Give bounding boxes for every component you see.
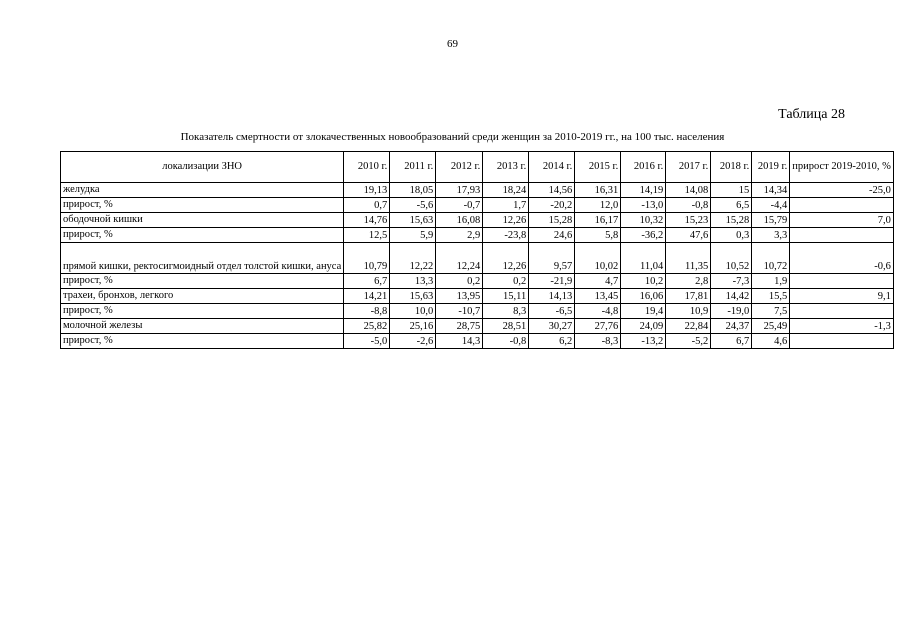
table-cell: 12,26	[483, 243, 529, 274]
table-cell: 15,79	[752, 213, 790, 228]
row-label: прирост, %	[61, 304, 344, 319]
table-cell: -5,6	[390, 198, 436, 213]
table-cell: -36,2	[621, 228, 666, 243]
table-cell: 3,3	[752, 228, 790, 243]
table-row	[61, 198, 894, 213]
growth-cell	[790, 304, 894, 319]
table-cell: 14,42	[711, 289, 752, 304]
header-year: 2014 г.	[529, 152, 575, 183]
table-cell: 0,2	[483, 274, 529, 289]
table-cell: 16,08	[436, 213, 483, 228]
row-label: прирост, %	[61, 228, 344, 243]
table-cell: -13,2	[621, 334, 666, 349]
table-row	[61, 228, 894, 243]
table-cell: 6,5	[711, 198, 752, 213]
table-row	[61, 274, 894, 289]
table-cell: 17,81	[666, 289, 711, 304]
table-cell: 10,52	[711, 243, 752, 274]
table-cell: 15,11	[483, 289, 529, 304]
header-year: 2018 г.	[711, 152, 752, 183]
table-cell: -6,5	[529, 304, 575, 319]
table-cell: 0,7	[344, 198, 390, 213]
table-cell: -19,0	[711, 304, 752, 319]
table-row	[61, 289, 894, 304]
table-cell: 2,9	[436, 228, 483, 243]
row-label: желудка	[61, 183, 344, 198]
table-cell: 4,7	[575, 274, 621, 289]
table-cell: 15,28	[711, 213, 752, 228]
table-cell: -13,0	[621, 198, 666, 213]
table-cell: 10,0	[390, 304, 436, 319]
growth-cell	[790, 228, 894, 243]
header-year: 2015 г.	[575, 152, 621, 183]
row-label: ободочной кишки	[61, 213, 344, 228]
table-cell: 13,95	[436, 289, 483, 304]
table-row	[61, 304, 894, 319]
table-cell: 5,9	[390, 228, 436, 243]
growth-cell: -1,3	[790, 319, 894, 334]
table-row	[61, 334, 894, 349]
table-cell: 10,2	[621, 274, 666, 289]
table-cell: -7,3	[711, 274, 752, 289]
row-label: прямой кишки, ректосигмоидный отдел толстой кишки, ануса	[61, 243, 344, 274]
table-cell: 15,23	[666, 213, 711, 228]
growth-cell: -25,0	[790, 183, 894, 198]
table-cell: 11,04	[621, 243, 666, 274]
table-cell: 0,2	[436, 274, 483, 289]
table-row	[61, 243, 894, 274]
table-cell: 19,13	[344, 183, 390, 198]
table-cell: 15,63	[390, 289, 436, 304]
table-cell: 14,19	[621, 183, 666, 198]
growth-cell: -0,6	[790, 243, 894, 274]
table-cell: -4,8	[575, 304, 621, 319]
table-cell: 14,34	[752, 183, 790, 198]
table-row	[61, 183, 894, 198]
table-cell: 11,35	[666, 243, 711, 274]
page-number: 69	[447, 38, 458, 50]
table-cell: -20,2	[529, 198, 575, 213]
table-cell: 13,45	[575, 289, 621, 304]
table-cell: 10,79	[344, 243, 390, 274]
table-cell: 14,21	[344, 289, 390, 304]
table-cell: 16,31	[575, 183, 621, 198]
row-label: прирост, %	[61, 274, 344, 289]
table-cell: 5,8	[575, 228, 621, 243]
mortality-table	[60, 151, 894, 349]
table-cell: 15,28	[529, 213, 575, 228]
table-cell: -0,7	[436, 198, 483, 213]
table-cell: 0,3	[711, 228, 752, 243]
growth-cell	[790, 274, 894, 289]
row-label: прирост, %	[61, 198, 344, 213]
table-cell: 6,7	[711, 334, 752, 349]
table-row	[61, 213, 894, 228]
table-cell: 15,63	[390, 213, 436, 228]
table-cell: 10,72	[752, 243, 790, 274]
table-cell: 19,4	[621, 304, 666, 319]
table-cell: 1,7	[483, 198, 529, 213]
table-cell: 25,82	[344, 319, 390, 334]
table-cell: 17,93	[436, 183, 483, 198]
growth-cell: 7,0	[790, 213, 894, 228]
header-year: 2013 г.	[483, 152, 529, 183]
table-cell: 1,9	[752, 274, 790, 289]
header-year: 2010 г.	[344, 152, 390, 183]
table-cell: -10,7	[436, 304, 483, 319]
table-cell: 27,76	[575, 319, 621, 334]
table-cell: 14,76	[344, 213, 390, 228]
table-cell: 14,08	[666, 183, 711, 198]
table-cell: 47,6	[666, 228, 711, 243]
table-cell: 24,37	[711, 319, 752, 334]
growth-cell	[790, 198, 894, 213]
table-caption: Показатель смертности от злокачественных новообразований среди женщин за 2010-2019 гг., на 100 тыс. населения	[180, 131, 725, 143]
table-label: Таблица 28	[778, 107, 845, 122]
table-cell: 4,6	[752, 334, 790, 349]
table-header-row	[61, 152, 894, 183]
table-cell: 8,3	[483, 304, 529, 319]
table-cell: 12,0	[575, 198, 621, 213]
table-cell: 10,02	[575, 243, 621, 274]
header-year: 2016 г.	[621, 152, 666, 183]
header-year: 2011 г.	[390, 152, 436, 183]
table-cell: -0,8	[483, 334, 529, 349]
table-cell: 18,05	[390, 183, 436, 198]
table-cell: 10,9	[666, 304, 711, 319]
row-label: молочной железы	[61, 319, 344, 334]
table-cell: 22,84	[666, 319, 711, 334]
table-cell: 28,75	[436, 319, 483, 334]
header-localization: локализации ЗНО	[61, 152, 344, 183]
table-cell: 14,3	[436, 334, 483, 349]
table-cell: 24,09	[621, 319, 666, 334]
table-cell: -5,0	[344, 334, 390, 349]
table-cell: -8,3	[575, 334, 621, 349]
table-cell: 15	[711, 183, 752, 198]
table-cell: 13,3	[390, 274, 436, 289]
table-cell: 9,57	[529, 243, 575, 274]
table-cell: -5,2	[666, 334, 711, 349]
growth-cell: 9,1	[790, 289, 894, 304]
row-label: трахеи, бронхов, легкого	[61, 289, 344, 304]
table-cell: 7,5	[752, 304, 790, 319]
table-cell: -2,6	[390, 334, 436, 349]
table-cell: 2,8	[666, 274, 711, 289]
table-cell: 25,49	[752, 319, 790, 334]
header-year: 2017 г.	[666, 152, 711, 183]
row-label: прирост, %	[61, 334, 344, 349]
table-cell: 12,5	[344, 228, 390, 243]
header-year: 2012 г.	[436, 152, 483, 183]
table-cell: -8,8	[344, 304, 390, 319]
table-cell: 18,24	[483, 183, 529, 198]
table-cell: 25,16	[390, 319, 436, 334]
table-row	[61, 319, 894, 334]
header-growth: прирост 2019-2010, %	[790, 152, 894, 183]
table-body	[61, 183, 894, 349]
table-cell: 16,17	[575, 213, 621, 228]
header-year: 2019 г.	[752, 152, 790, 183]
table-cell: 30,27	[529, 319, 575, 334]
table-cell: 15,5	[752, 289, 790, 304]
table-cell: 16,06	[621, 289, 666, 304]
table-cell: -4,4	[752, 198, 790, 213]
table-cell: -21,9	[529, 274, 575, 289]
table-cell: 12,22	[390, 243, 436, 274]
table-cell: 6,2	[529, 334, 575, 349]
table-cell: -23,8	[483, 228, 529, 243]
table-cell: 10,32	[621, 213, 666, 228]
table-cell: 28,51	[483, 319, 529, 334]
table-cell: 12,26	[483, 213, 529, 228]
table-cell: 14,56	[529, 183, 575, 198]
table-cell: 6,7	[344, 274, 390, 289]
table-cell: 24,6	[529, 228, 575, 243]
table-cell: 12,24	[436, 243, 483, 274]
growth-cell	[790, 334, 894, 349]
table-cell: -0,8	[666, 198, 711, 213]
table-cell: 14,13	[529, 289, 575, 304]
